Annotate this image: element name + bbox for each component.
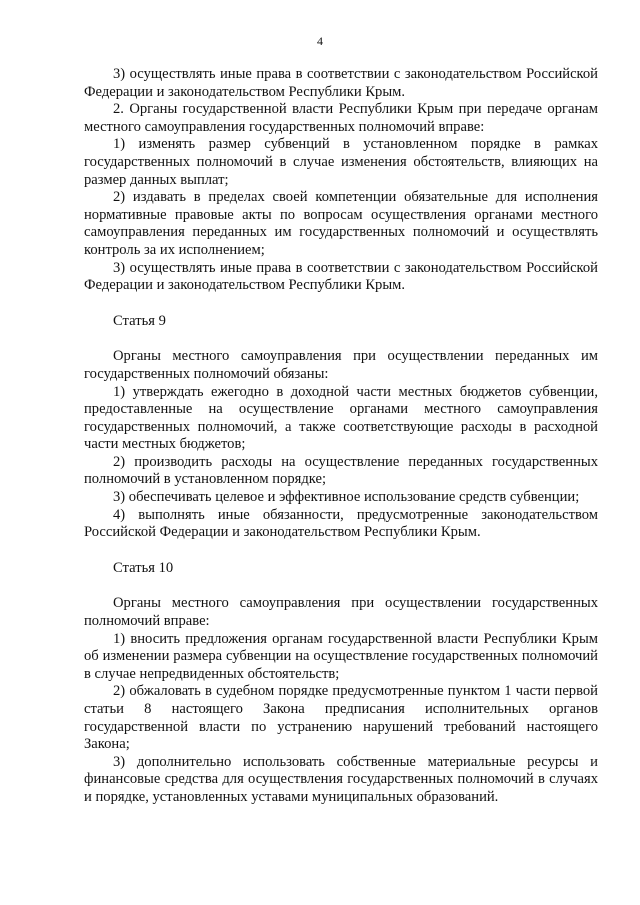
list-item: 1) изменять размер субвенций в установленном порядке в рамках государственных полномочий в случае изменения обстоятельств, влияющих на размер данных выплат; <box>84 136 598 188</box>
paragraph: 2. Органы государственной власти Республики Крым при передаче органам местного самоуправления государственных полномочий вправе: <box>84 101 598 135</box>
list-item: 2) издавать в пределах своей компетенции обязательные для исполнения нормативные правовые акты по вопросам осуществления органами местного самоуправления переданных им государственных полномочий и осуществлять контроль за их исполнением; <box>84 189 598 258</box>
list-item: 4) выполнять иные обязанности, предусмотренные законодательством Российской Федерации и законодательством Республики Крым. <box>84 506 598 541</box>
list-item: 3) осуществлять иные права в соответствии с законодательством Российской Федерации и законодательством Республики Крым. <box>84 259 598 294</box>
paragraph: Органы местного самоуправления при осуществлении государственных полномочий вправе: <box>84 595 598 630</box>
list-item: 2) обжаловать в судебном порядке предусмотренные пунктом 1 части первой статьи 8 настоящего Закона предписания исполнительных органов государственной власти по устранению нарушений требований настоящего Закона; <box>84 683 598 753</box>
list-item: 3) дополнительно использовать собственные материальные ресурсы и финансовые средства для осуществления государственных полномочий в случаях и порядке, установленных уставами муниципальных образований. <box>84 753 598 805</box>
list-item: 2) производить расходы на осуществление переданных государственных полномочий в установленном порядке; <box>84 453 598 488</box>
list-item: 3) обеспечивать целевое и эффективное использование средств субвенции; <box>113 489 580 506</box>
paragraph: 3) осуществлять иные права в соответствии с законодательством Российской Федерации и законодательством Республики Крым. <box>84 66 598 100</box>
article-heading: Статья 9 <box>113 312 166 329</box>
document-body <box>84 66 598 807</box>
paragraph: Органы местного самоуправления при осуществлении переданных им государственных полномочий обязаны: <box>84 348 598 382</box>
list-item: 1) утверждать ежегодно в доходной части местных бюджетов субвенции, предоставленные на осуществление органами местного самоуправления государственных полномочий, а также соответствующие расходы в расходной части местных бюджетов; <box>84 383 598 453</box>
list-item: 1) вносить предложения органам государственной власти Республики Крым об изменении размера субвенции на осуществление государственных полномочий в случае непредвиденных обстоятельств; <box>84 630 598 682</box>
article-heading: Статья 10 <box>113 559 174 576</box>
page-number: 4 <box>317 34 323 48</box>
